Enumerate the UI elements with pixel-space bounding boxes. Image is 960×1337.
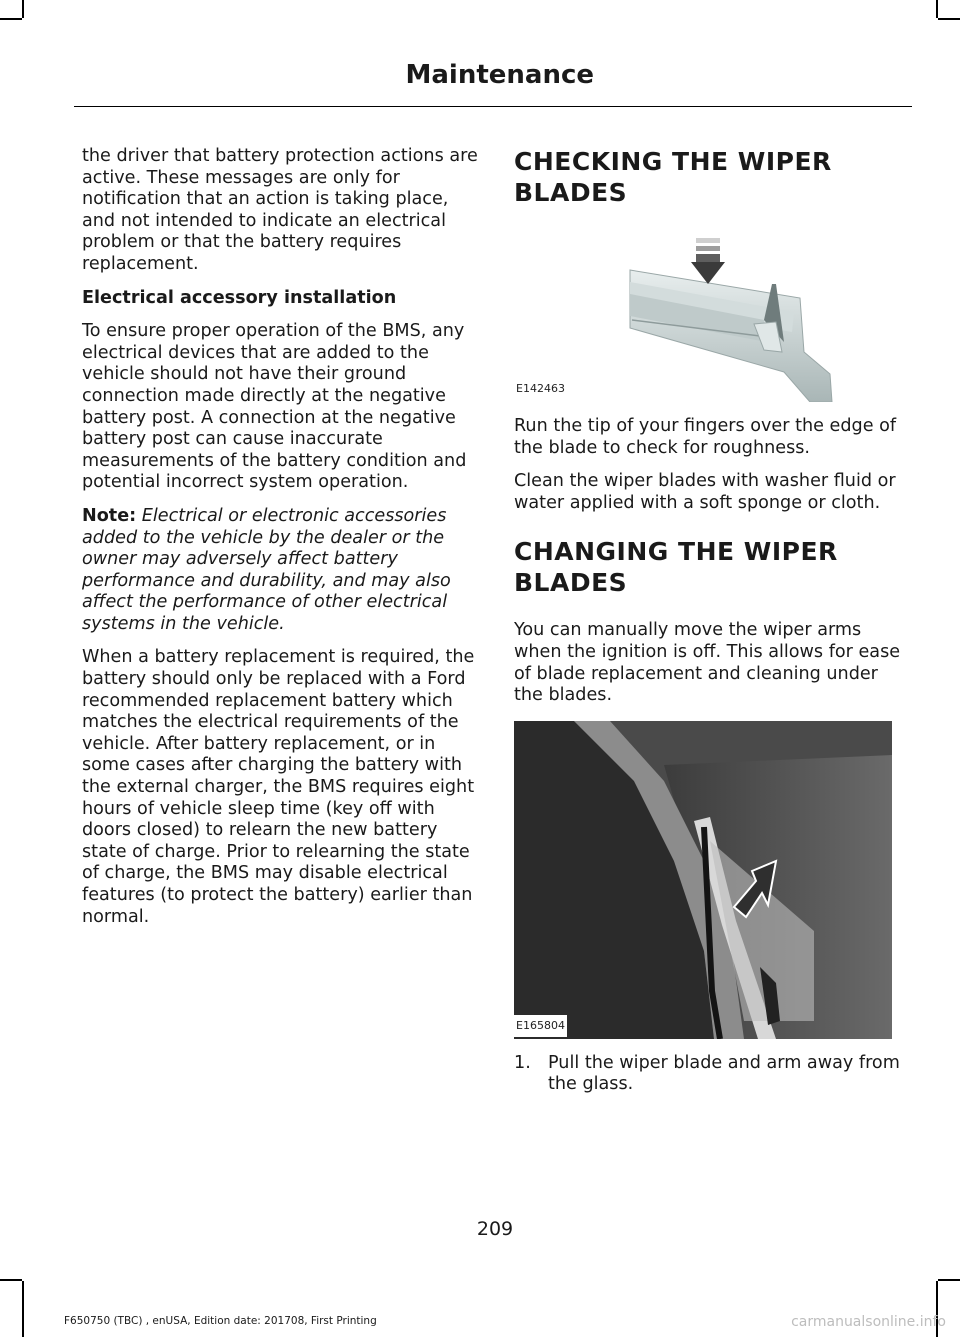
paragraph: When a battery replacement is required, the battery should only be replaced with a Ford recommended replacement battery which matches the electrical requirements of the vehicle. After battery replacement, or in some cases after charging the battery with the external charger, the BMS requires eight hours of vehicle sleep time (key off with doors closed) to relearn the new battery state of charge. Prior to relearning the state of charge, the BMS may disable electrical features (to protect the battery) earlier than normal. xyxy=(82,647,475,927)
page-title: Maintenance xyxy=(405,60,594,90)
heading-line: BLADES xyxy=(514,178,628,207)
section-subheading: Electrical accessory installation xyxy=(82,287,397,308)
step-item xyxy=(514,1053,910,1096)
crop-mark xyxy=(938,1279,960,1281)
crop-mark xyxy=(938,18,960,20)
crop-mark xyxy=(0,18,22,20)
page-number: 209 xyxy=(476,1218,514,1240)
note-label: Note: xyxy=(82,505,137,526)
heading-line: CHECKING THE WIPER xyxy=(514,147,832,176)
section-heading-changing xyxy=(514,536,910,598)
left-column xyxy=(82,146,478,940)
heading-line: CHANGING THE WIPER xyxy=(514,537,838,567)
paragraph: the driver that battery protection actions are active. These messages are only for notification that an action is taking place, and not intended to indicate an electrical problem or that the battery requires replacement. xyxy=(82,146,478,274)
figure-code: E142463 xyxy=(514,378,567,400)
crop-mark xyxy=(936,0,938,18)
paragraph: Clean the wiper blades with washer fluid or water applied with a soft sponge or cloth. xyxy=(514,471,896,513)
header-divider xyxy=(74,106,912,107)
wiper-arm-illustration xyxy=(514,721,892,1039)
heading-line: BLADES xyxy=(514,568,628,598)
paragraph: Run the tip of your fingers over the edge of the blade to check for roughness. xyxy=(514,416,897,458)
crop-mark xyxy=(22,1281,24,1337)
crop-mark xyxy=(0,1279,22,1281)
right-column xyxy=(514,146,910,1096)
section-heading-checking xyxy=(514,146,910,208)
paragraph: To ensure proper operation of the BMS, any electrical devices that are added to the vehicle should not have their ground connection made directly at the negative battery post. A connection at the negative battery post can cause inaccurate measurements of the battery condition and potential incorrect system operation. xyxy=(82,321,467,493)
crop-mark xyxy=(22,0,24,18)
wiper-blade-illustration xyxy=(514,224,910,402)
footer-edition-info: F650750 (TBC) , enUSA, Edition date: 201708, First Printing xyxy=(64,1315,377,1327)
wiper-blade-figure xyxy=(514,224,910,402)
figure-code: E165804 xyxy=(514,1015,567,1037)
note-body: Electrical or electronic accessories added to the vehicle by the dealer or the owner may adversely affect battery performance and durability, and may also affect the performance of other electrical systems in the vehicle. xyxy=(82,505,451,634)
step-number: 1. xyxy=(514,1052,531,1073)
watermark: carmanualsonline.info xyxy=(791,1314,946,1330)
note xyxy=(82,506,478,636)
wiper-arm-photo xyxy=(514,721,910,1039)
step-text: Pull the wiper blade and arm away from the glass. xyxy=(548,1052,900,1095)
paragraph: You can manually move the wiper arms when the ignition is off. This allows for ease of blade replacement and cleaning under the blades. xyxy=(514,620,901,706)
